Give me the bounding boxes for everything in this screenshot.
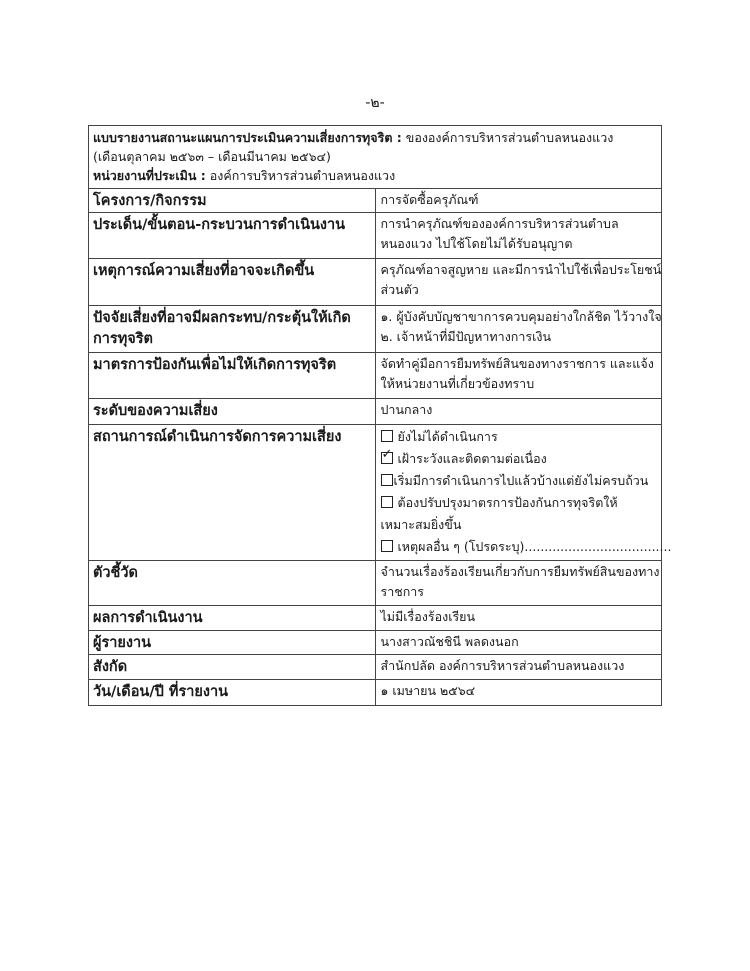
status-option-text: เหตุผลอื่น ๆ (โปรดระบุ)..................................... (397, 539, 672, 554)
row-issue (89, 213, 662, 259)
assessing-unit-value: องค์การบริหารส่วนตำบลหนองแวง (205, 168, 396, 183)
project-value: การจัดซื้อครุภัณฑ์ (375, 189, 662, 213)
reporter-value: นางสาวณัชชินี พลดงนอก (375, 631, 662, 655)
status-option-in-progress (381, 470, 662, 492)
report-title (93, 128, 661, 147)
risk-factor-value-line1: ๑. ผู้บังคับบัญชาขาการควบคุมอย่างใกล้ชิด ไว้วางใจ (380, 309, 662, 324)
issue-value-line1: การนำครุภัณฑ์ขององค์การบริหารส่วนตำบล (380, 216, 619, 231)
prevention-value-line1: จัดทำคู่มือการยืมทรัพย์สินของทางราชการ และแจ้ง (380, 356, 654, 371)
check-mark-icon: ✓ (381, 447, 393, 462)
result-value: ไม่มีเรื่องร้องเรียน (375, 606, 662, 631)
risk-report-table (88, 125, 672, 706)
row-affiliation (89, 655, 662, 680)
checkbox-improve[interactable] (381, 496, 393, 508)
risk-event-value-line2: ส่วนตัว (380, 282, 419, 297)
report-date-label: วัน/เดือน/ปี ที่รายงาน (89, 680, 376, 706)
issue-value-line2: หนองแวง ไปใช้โดยไม่ได้รับอนุญาต (380, 236, 573, 251)
status-option-improve-line2: เหมาะสมยิ่งขึ้น (380, 517, 462, 532)
status-option-other (381, 536, 672, 558)
status-option-monitoring (381, 448, 662, 470)
issue-label: ประเด็น/ขั้นตอน-กระบวนการดำเนินงาน (89, 213, 376, 259)
risk-event-value (375, 259, 662, 306)
risk-event-label: เหตุการณ์ความเสี่ยงที่อาจจะเกิดขึ้น (89, 259, 376, 306)
risk-factor-value-line2: ๒. เจ้าหน้าที่มีปัญหาทางการเงิน (380, 329, 552, 344)
row-risk-factor (89, 306, 662, 353)
report-title-value: ขององค์การบริหารส่วนตำบลหนองแวง (401, 130, 614, 145)
status-option-not-started (381, 426, 662, 448)
status-label: สถานการณ์ดำเนินการจัดการความเสี่ยง (89, 425, 376, 561)
risk-factor-label-line2: การทุจริต (93, 331, 153, 347)
row-risk-event (89, 259, 662, 306)
indicator-value (375, 561, 662, 606)
risk-event-value-line1: ครุภัณฑ์อาจสูญหาย และมีการนำไปใช้เพื่อประโยชน์ (380, 262, 662, 277)
row-status (89, 425, 662, 561)
prevention-value-line2: ให้หน่วยงานที่เกี่ยวข้องทราบ (380, 376, 535, 391)
row-prevention (89, 353, 662, 399)
prevention-value (375, 353, 662, 399)
result-label: ผลการดำเนินงาน (89, 606, 376, 631)
assessing-unit (93, 166, 661, 185)
report-header-row (89, 126, 662, 189)
row-project (89, 189, 662, 213)
row-result (89, 606, 662, 631)
indicator-value-line1: จำนวนเรื่องร้องเรียนเกี่ยวกับการยืมทรัพย์สินของทาง (380, 564, 660, 579)
row-indicator (89, 561, 662, 606)
status-option-text: เริ่มมีการดำเนินการไปแล้วบ้างแต่ยังไม่ครบถ้วน (393, 473, 649, 488)
issue-value (375, 213, 662, 259)
row-reporter (89, 631, 662, 655)
checkbox-other[interactable] (381, 540, 393, 552)
page-number: -๒- (365, 95, 385, 111)
status-option-text: เฝ้าระวังและติดตามต่อเนื่อง (397, 451, 547, 466)
report-header-cell (89, 126, 662, 189)
risk-factor-label-line1: ปัจจัยเสี่ยงที่อาจมีผลกระทบ/กระตุ้นให้เกิด (93, 310, 351, 326)
indicator-value-line2: ราชการ (380, 584, 425, 599)
status-option-improve (381, 492, 662, 514)
risk-factor-label (89, 306, 376, 353)
project-label: โครงการ/กิจกรรม (89, 189, 376, 213)
risk-level-value: ปานกลาง (375, 399, 662, 425)
assessing-unit-label: หน่วยงานที่ประเมิน : (93, 168, 206, 183)
status-option-text: ยังไม่ได้ดำเนินการ (397, 429, 498, 444)
row-risk-level (89, 399, 662, 425)
checkbox-not-started[interactable] (381, 430, 393, 442)
report-period: (เดือนตุลาคม ๒๕๖๓ – เดือนมีนาคม ๒๕๖๔) (93, 149, 331, 164)
risk-factor-value (375, 306, 662, 353)
reporter-label: ผู้รายงาน (89, 631, 376, 655)
prevention-label: มาตรการป้องกันเพื่อไม่ให้เกิดการทุจริต (89, 353, 376, 399)
checkbox-in-progress[interactable] (381, 474, 393, 486)
row-report-date (89, 680, 662, 706)
risk-level-label: ระดับของความเสี่ยง (89, 399, 376, 425)
report-date-value: ๑ เมษายน ๒๕๖๔ (375, 680, 662, 706)
affiliation-value: สำนักปลัด องค์การบริหารส่วนตำบลหนองแวง (375, 655, 662, 680)
indicator-label: ตัวชี้วัด (89, 561, 376, 606)
status-option-text: ต้องปรับปรุงมาตรการป้องกันการทุจริตให้ (397, 495, 618, 510)
affiliation-label: สังกัด (89, 655, 376, 680)
checkbox-monitoring[interactable] (381, 447, 393, 464)
report-title-label: แบบรายงานสถานะแผนการประเมินความเสี่ยงการทุจริต : (93, 130, 402, 145)
status-options (375, 425, 672, 561)
